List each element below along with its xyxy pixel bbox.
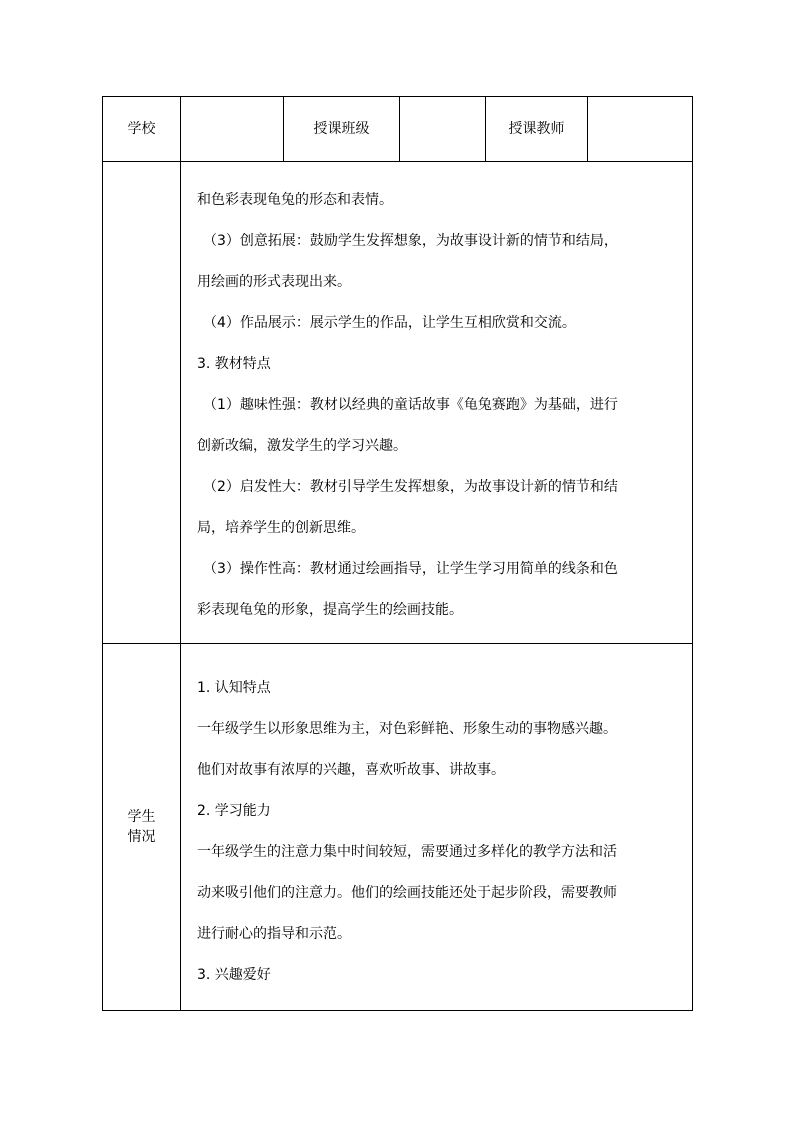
materials-line: 创新改编，激发学生的学习兴趣。 xyxy=(197,438,407,454)
materials-line: （1）趣味性强：教材以经典的童话故事《龟兔赛跑》为基础，进行 xyxy=(203,397,618,413)
students-line: 他们对故事有浓厚的兴趣，喜欢听故事、讲故事。 xyxy=(197,762,505,778)
students-label xyxy=(103,644,181,1011)
materials-line: （3）创意拓展：鼓励学生发挥想象，为故事设计新的情节和结局， xyxy=(203,233,618,249)
materials-line: 用绘画的形式表现出来。 xyxy=(197,274,351,290)
materials-label xyxy=(103,162,181,644)
materials-content xyxy=(181,162,693,644)
materials-line: 局，培养学生的创新思维。 xyxy=(197,520,365,536)
students-line: 一年级学生以形象思维为主，对色彩鲜艳、形象生动的事物感兴趣。 xyxy=(197,721,617,737)
materials-line: （3）操作性高：教材通过绘画指导，让学生学习用简单的线条和色 xyxy=(203,561,618,577)
students-label-line2: 情况 xyxy=(127,829,156,845)
materials-line: 和色彩表现龟兔的形态和表情。 xyxy=(197,192,393,208)
students-line: 2. 学习能力 xyxy=(197,803,271,819)
materials-row xyxy=(103,162,693,644)
students-content xyxy=(181,644,693,1011)
lesson-plan-table xyxy=(102,96,693,1011)
school-label: 学校 xyxy=(103,97,181,162)
students-line: 一年级学生的注意力集中时间较短，需要通过多样化的教学方法和活 xyxy=(197,844,617,860)
materials-line: （2）启发性大：教材引导学生发挥想象，为故事设计新的情节和结 xyxy=(203,479,618,495)
materials-line: （4）作品展示：展示学生的作品，让学生互相欣赏和交流。 xyxy=(203,315,576,331)
students-line: 进行耐心的指导和示范。 xyxy=(197,926,351,942)
students-line: 3. 兴趣爱好 xyxy=(197,967,271,983)
students-row xyxy=(103,644,693,1011)
teacher-value xyxy=(588,97,693,162)
students-line: 1. 认知特点 xyxy=(197,680,271,696)
school-value xyxy=(181,97,284,162)
materials-line: 彩表现龟兔的形象，提高学生的绘画技能。 xyxy=(197,602,463,618)
class-value xyxy=(400,97,486,162)
class-label: 授课班级 xyxy=(284,97,400,162)
students-line: 动来吸引他们的注意力。他们的绘画技能还处于起步阶段，需要教师 xyxy=(197,885,617,901)
header-row xyxy=(103,97,693,162)
teacher-label: 授课教师 xyxy=(486,97,588,162)
materials-line: 3. 教材特点 xyxy=(197,356,271,372)
students-label-line1: 学生 xyxy=(127,809,156,825)
